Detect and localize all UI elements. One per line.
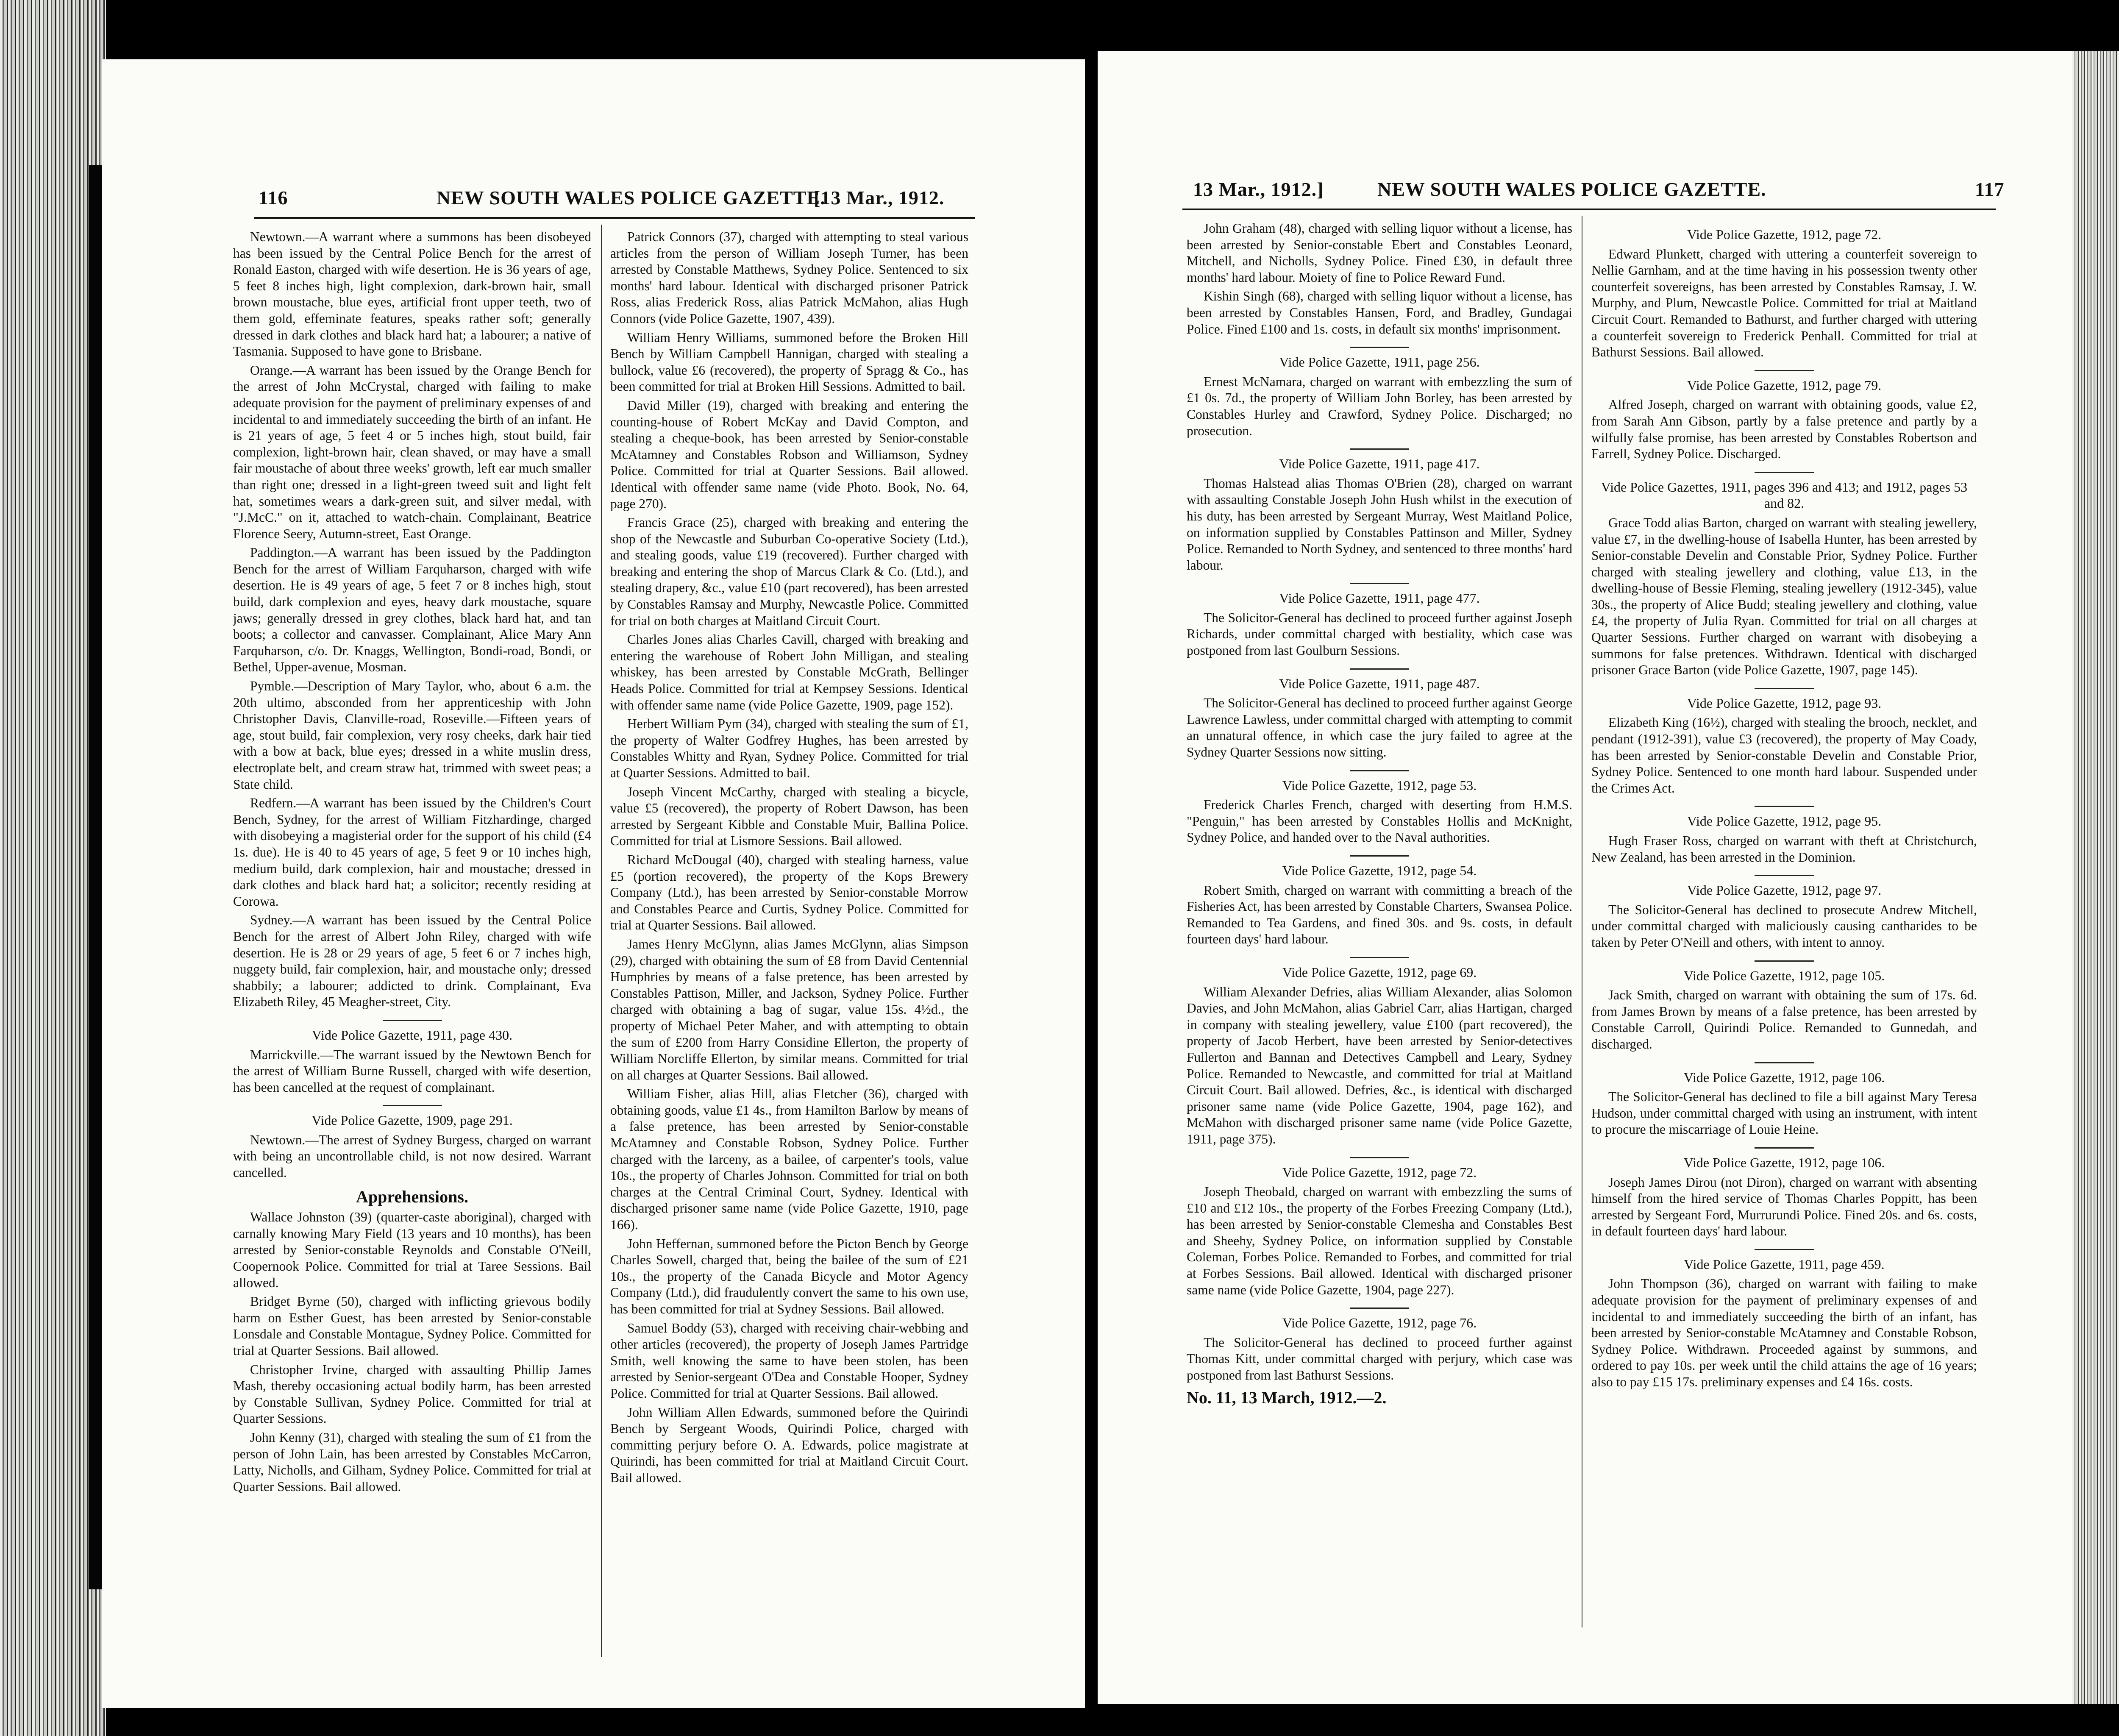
column-left-1 (233, 229, 591, 1497)
notice-paragraph: Richard McDougal (40), charged with stealing harness, value £5 (portion recovered), the property of the Kops Brewery Company (Ltd.), has been arrested by Senior-constable Morrow and Constables Pearce and Curtis, Sydney Police. Committed for trial at Quarter Sessions. Bail allowed. (610, 852, 968, 933)
issue-number: No. 11, 13 March, 1912.—2. (1187, 1388, 1387, 1407)
gazette-reference: Vide Police Gazette, 1912, page 76. (1282, 1315, 1477, 1331)
section-rule (1350, 957, 1409, 958)
notice-paragraph: Grace Todd alias Barton, charged on warrant with stealing jewellery, value £7, in the dwelling-house of Isabella Hunter, has been arrested by Senior-constable Develin and Constable Prior, Sydney Police. Further charged with stealing jewellery and clothing, value £13, in the dwelling-house of Bessie Fleming, stealing jewellery (1912-345), value 30s., the property of Alice Budd; stealing jewellery and clothing, value £4, the property of Julia Ryan. Committed for trial on all charges at Quarter Sessions. Further charged on warrant with disobeying a summons for false pretences. Withdrawn. Identical with discharged prisoner Grace Barton (vide Police Gazette, 1907, page 145). (1591, 515, 1977, 678)
notice-paragraph: Jack Smith, charged on warrant with obtaining the sum of 17s. 6d. from James Brown by means of a false pretence, has been arrested by Constable Carroll, Quirindi Police. Remanded to Gunnedah, and discharged. (1591, 988, 1977, 1052)
section-rule (1350, 347, 1409, 348)
column-right-1 (1187, 220, 1572, 1408)
section-heading: Apprehensions. (356, 1187, 468, 1206)
notice-paragraph: David Miller (19), charged with breaking and entering the counting-house of Robert McKay and David Compton, and stealing a cheque-book, has been arrested by Senior-constable McAtamney and Constables Robson and Williamson, Sydney Police. Committed for trial at Quarter Sessions. Bail allowed. Identical with offender same name (vide Photo. Book, No. 64, page 270). (610, 398, 968, 511)
notice-paragraph: John Thompson (36), charged on warrant with failing to make adequate provision for the payment of preliminary expenses of and incidental to and immediately succeeding the birth of an infant, has been arrested by Senior-constable McAtamney and Constable Robson, Sydney Police. Withdrawn. Proceeded against by summons, and ordered to pay 10s. per week until the child attains the age of 16 years; also to pay £15 17s. preliminary expenses and £4 16s. costs. (1591, 1276, 1977, 1390)
section-rule (1755, 875, 1814, 876)
notice-paragraph: The Solicitor-General has declined to proceed further against Thomas Kitt, under committal charged with perjury, which case was postponed from last Bathurst Sessions. (1187, 1335, 1572, 1383)
column-divider (601, 225, 602, 1657)
section-rule (1350, 668, 1409, 670)
notice-paragraph: Thomas Halstead alias Thomas O'Brien (28), charged on warrant with assaulting Constable Joseph John Hush whilst in the execution of his duty, has been arrested by Sergeant Murray, West Maitland Police, on information supplied by Constables Pattinson and Miller, Sydney Police. Remanded to North Sydney, and sentenced to three months' hard labour. (1187, 476, 1572, 573)
section-rule (1755, 806, 1814, 807)
notice-paragraph: Kishin Singh (68), charged with selling liquor without a license, has been arrested by Constables Hansen, Ford, and Bradley, Gundagai Police. Fined £100 and 1s. costs, in default six months' imprisonment. (1187, 289, 1572, 337)
page-number: 117 (1975, 178, 2005, 200)
gazette-reference: Vide Police Gazette, 1912, page 105. (1683, 968, 1885, 983)
notice-paragraph: Marrickville.—The warrant issued by the Newtown Bench for the arrest of William Burne Russell, charged with wife desertion, has been cancelled at the request of complainant. (233, 1047, 591, 1095)
section-rule (1755, 960, 1814, 962)
notice-paragraph: Robert Smith, charged on warrant with committing a breach of the Fisheries Act, has been arrested by Constable Charters, Swansea Police. Remanded to Tea Gardens, and fined 30s. and 9s. costs, in default fourteen days' hard labour. (1187, 882, 1572, 947)
notice-paragraph: Hugh Fraser Ross, charged on warrant with theft at Christchurch, New Zealand, has been arrested in the Dominion. (1591, 833, 1977, 865)
gazette-reference: Vide Police Gazette, 1912, page 95. (1687, 813, 1882, 829)
notice-paragraph: John Kenny (31), charged with stealing the sum of £1 from the person of John Lain, has been arrested by Constables McCarron, Latty, Nicholls, and Gilham, Sydney Police. Committed for trial at Quarter Sessions. Bail allowed. (233, 1430, 591, 1494)
gazette-reference: Vide Police Gazette, 1911, page 459. (1684, 1256, 1885, 1272)
section-rule (1350, 583, 1409, 584)
notice-paragraph: Orange.—A warrant has been issued by the Orange Bench for the arrest of John McCrystal, charged with failing to make adequate provision for the payment of preliminary expenses of and incidental to and immediately succeeding the birth of an infant. He is 21 years of age, 5 feet 4 or 5 inches high, stout build, fair complexion, light-brown hair, clean shaved, or may have a small fair moustache of about three weeks' growth, left ear much smaller than right one; dressed in a light-green tweed suit and light felt hat, sometimes wears a dark-green suit, and silver medal, with "J.McC." on it, attached to watch-chain. Complainant, Beatrice Florence Seery, Autumn-street, East Orange. (233, 362, 591, 541)
notice-paragraph: Redfern.—A warrant has been issued by the Children's Court Bench, Sydney, for the arrest of William Fitzhardinge, charged with disobeying a magisterial order for the support of his child (£4 1s. due). He is 40 to 45 years of age, 5 feet 9 or 10 inches high, medium build, dark complexion, hair and moustache; dressed in dark clothes and black hard hat; a solicitor; recently residing at Corowa. (233, 796, 591, 909)
notice-paragraph: William Henry Williams, summoned before the Broken Hill Bench by William Campbell Hannigan, charged with stealing a bullock, value £6 (recovered), the property of Spragg & Co., has been committed for trial at Broken Hill Sessions. Admitted to bail. (610, 330, 968, 394)
gazette-reference: Vide Police Gazette, 1912, page 106. (1683, 1069, 1885, 1085)
gazette-reference: Vide Police Gazette, 1912, page 97. (1687, 882, 1882, 898)
right-page-edges (2072, 51, 2119, 1704)
notice-paragraph: Christopher Irvine, charged with assaulting Phillip James Mash, thereby occasioning actual bodily harm, has been arrested by Constable Sullivan, Sydney Police. Committed for trial at Quarter Sessions. (233, 1362, 591, 1426)
section-rule (1755, 1062, 1814, 1063)
right-page (1098, 51, 2072, 1704)
notice-paragraph: John Graham (48), charged with selling liquor without a license, has been arrested by Senior-constable Ebert and Constables Leonard, Mitchell, and Nicholls, Sydney Police. Fined £30, in default three months' hard labour. Moiety of fine to Police Reward Fund. (1187, 221, 1572, 285)
gazette-title: NEW SOUTH WALES POLICE GAZETTE. (1377, 178, 1766, 200)
notice-paragraph: Samuel Boddy (53), charged with receiving chair-webbing and other articles (recovered), the property of Joseph James Partridge Smith, well knowing the same to have been stolen, has been arrested by Senior-sergeant O'Dea and Constable Hooper, Sydney Police. Committed for trial at Quarter Sessions. Bail allowed. (610, 1320, 968, 1401)
notice-paragraph: William Alexander Defries, alias William Alexander, alias Solomon Davies, and John McMahon, alias Gabriel Carr, alias Hartigan, charged in company with stealing jewellery, value £100 (part recovered), the property of Jacob Herbert, have been arrested by Senior-detectives Fullerton and Bannan and Detectives Campbell and Leary, Sydney Police. Remanded to Newcastle, and committed for trial at Maitland Circuit Court. Bail allowed. Defries, &c., is identical with discharged prisoner same name (vide Police Gazette, 1904, page 162), and McMahon with discharged prisoner same name (vide Police Gazette, 1911, page 375). (1187, 984, 1572, 1146)
notice-paragraph: The Solicitor-General has declined to proceed further against Joseph Richards, under committal charged with bestiality, which case was postponed from last Goulburn Sessions. (1187, 610, 1572, 658)
gazette-reference: Vide Police Gazette, 1911, page 477. (1279, 590, 1480, 606)
column-left-2 (610, 229, 968, 1489)
notice-paragraph: Joseph James Dirou (not Diron), charged on warrant with absenting himself from the hired service of Thomas Charles Poppitt, has been arrested by Sergeant Ford, Murrurundi Police. Fined 20s. and 6s. costs, in default fourteen days' hard labour. (1591, 1174, 1977, 1239)
notice-paragraph: Herbert William Pym (34), charged with stealing the sum of £1, the property of Walter Godfrey Hughes, has been arrested by Constables Whitty and Ryan, Sydney Police. Committed for trial at Quarter Sessions. Admitted to bail. (610, 716, 968, 780)
notice-paragraph: Paddington.—A warrant has been issued by the Paddington Bench for the arrest of William Farquharson, charged with wife desertion. He is 49 years of age, 5 feet 7 or 8 inches high, stout build, dark complexion and eyes, heavy dark moustache, square jaws; generally dressed in grey clothes, black hard hat, and tan boots; a collector and canvasser. Complainant, Alice Mary Ann Farquharson, c/o. Dr. Knaggs, Wellington, Bondi-road, Bondi, or Bethel, Upper-avenue, Mosman. (233, 545, 591, 675)
section-rule (383, 1105, 442, 1106)
gazette-reference: Vide Police Gazette, 1911, page 487. (1279, 676, 1480, 691)
notice-paragraph: Newtown.—A warrant where a summons has been disobeyed has been issued by the Central Police Bench for the arrest of Ronald Easton, charged with wife desertion. He is 36 years of age, 5 feet 8 inches high, light complexion, dark-brown hair, small brown moustache, blue eyes, artificial front upper teeth, two of them gold, effeminate features, speaks rather soft; generally dressed in dark clothes and black hard hat; a labourer; a native of Tasmania. Supposed to have gone to Brisbane. (233, 229, 591, 359)
section-rule (1350, 855, 1409, 857)
gazette-reference: Vide Police Gazette, 1911, page 417. (1279, 456, 1480, 472)
gazette-reference: Vide Police Gazette, 1912, page 106. (1683, 1155, 1885, 1170)
gazette-reference: Vide Police Gazette, 1912, page 93. (1687, 695, 1882, 711)
gazette-reference: Vide Police Gazette, 1912, page 72. (1282, 1164, 1477, 1180)
notice-paragraph: John Heffernan, summoned before the Picton Bench by George Charles Sowell, charged that, being the bailee of the sum of £21 10s., the property of the Canada Bicycle and Motor Agency Company (Ltd.), did fraudulently convert the same to his own use, has been committed for trial at Sydney Sessions. Bail allowed. (610, 1236, 968, 1316)
section-rule (1350, 770, 1409, 771)
notice-paragraph: Edward Plunkett, charged with uttering a counterfeit sovereign to Nellie Garnham, and at the time having in his possession twenty other counterfeit sovereigns, has been arrested by Constables Ramsay, J. W. Murphy, and Plum, Newcastle Police. Committed for trial at Maitland Circuit Court. Remanded to Bathurst, and further charged with uttering a counterfeit sovereign to Frederick Penhall. Committed for trial at Bathurst Sessions. Bail allowed. (1591, 246, 1977, 360)
notice-paragraph: Newtown.—The arrest of Sydney Burgess, charged on warrant with being an uncontrollable child, is not now desired. Warrant cancelled. (233, 1132, 591, 1180)
notice-paragraph: Frederick Charles French, charged with deserting from H.M.S. "Penguin," has been arrested by Constables Hollis and McKnight, Sydney Police, and handed over to the Naval authorities. (1187, 797, 1572, 845)
notice-paragraph: William Fisher, alias Hill, alias Fletcher (36), charged with obtaining goods, value £1 4s., from Hamilton Barlow by means of a false pretence, has been arrested by Senior-constable McAtamney and Constable Robson, Sydney Police. Further charged with the larceny, as a bailee, of carpenter's tools, value 10s., the property of Charles Johnson. Committed for trial on both charges at the Central Criminal Court, Sydney. Identical with discharged prisoner same name (vide Police Gazette, 1910, page 166). (610, 1086, 968, 1232)
header-rule (1182, 209, 1996, 210)
notice-paragraph: Pymble.—Description of Mary Taylor, who, about 6 a.m. the 20th ultimo, absconded from her apprenticeship with John Christopher Davis, Clanville-road, Roseville.—Fifteen years of age, stout build, fair complexion, very rosy cheeks, dark hair tied with a bow at back, blue eyes; dressed in a white muslin dress, electroplate belt, and cream straw hat, trimmed with sweet peas; a State child. (233, 679, 591, 792)
gazette-title: NEW SOUTH WALES POLICE GAZETTE. (437, 187, 826, 209)
section-rule (1350, 1308, 1409, 1309)
section-rule (1350, 448, 1409, 450)
notice-paragraph: Charles Jones alias Charles Cavill, charged with breaking and entering the warehouse of Robert John Milligan, and stealing whiskey, has been arrested by Constable McGrath, Bellinger Heads Police. Committed for trial at Kempsey Sessions. Identical with offender same name (vide Police Gazette, 1909, page 152). (610, 632, 968, 712)
notice-paragraph: The Solicitor-General has declined to file a bill against Mary Teresa Hudson, under committal charged with using an instrument, with intent to procure the miscarriage of Louie Heine. (1591, 1089, 1977, 1137)
gazette-reference: Vide Police Gazettes, 1911, pages 396 and 413; and 1912, pages 53 and 82. (1601, 479, 1968, 511)
section-rule (1350, 1157, 1409, 1158)
issue-date: [13 Mar., 1912. (814, 187, 945, 209)
gazette-reference: Vide Police Gazette, 1909, page 291. (311, 1113, 513, 1128)
notice-paragraph: Patrick Connors (37), charged with attempting to steal various articles from the person of William Joseph Turner, has been arrested by Constable Matthews, Sydney Police. Sentenced to six months' hard labour. Identical with discharged prisoner Patrick Ross, alias Frederick Ross, alias Patrick McMahon, alias Hugh Connors (vide Police Gazette, 1907, 439). (610, 229, 968, 326)
gazette-reference: Vide Police Gazette, 1911, page 256. (1279, 354, 1480, 370)
notice-paragraph: Wallace Johnston (39) (quarter-caste aboriginal), charged with carnally knowing Mary Field (13 years and 10 months), has been arrested by Senior-constable Reynolds and Constable O'Neill, Coopernook Police. Committed for trial at Taree Sessions. Bail allowed. (233, 1210, 591, 1290)
section-rule (383, 1020, 442, 1021)
section-rule (1755, 1249, 1814, 1250)
gazette-reference: Vide Police Gazette, 1912, page 53. (1282, 777, 1477, 793)
column-right-2 (1591, 220, 1977, 1393)
header-rule (254, 217, 975, 219)
notice-paragraph: Sydney.—A warrant has been issued by the Central Police Bench for the arrest of Albert John Riley, charged with wife desertion. He is 28 or 29 years of age, 5 feet 6 or 7 inches high, nuggety build, fair complexion, hair, and moustache only; dressed shabbily; a labourer; addicted to drink. Complainant, Eva Elizabeth Riley, 45 Meagher-street, City. (233, 913, 591, 1010)
notice-paragraph: The Solicitor-General has declined to prosecute Andrew Mitchell, under committal charged with maliciously causing cantharides to be taken by Peter O'Neill and others, with intent to annoy. (1591, 902, 1977, 950)
section-rule (1755, 1147, 1814, 1149)
section-rule (1755, 688, 1814, 689)
notice-paragraph: Alfred Joseph, charged on warrant with obtaining goods, value £2, from Sarah Ann Gibson, partly by a false pretence and partly by a wilfully false promise, has been arrested by Constables Robertson and Farrell, Sydney Police. Discharged. (1591, 397, 1977, 462)
gazette-reference: Vide Police Gazette, 1912, page 69. (1282, 964, 1477, 980)
notice-paragraph: Elizabeth King (16½), charged with stealing the brooch, necklet, and pendant (1912-391), value £3 (recovered), the property of May Coady, has been arrested by Senior-constable Develin and Constable Prior, Sydney Police. Sentenced to one month hard labour. Suspended under the Crimes Act. (1591, 715, 1977, 796)
notice-paragraph: John William Allen Edwards, summoned before the Quirindi Bench by Sergeant Woods, Quirindi Police, charged with committing perjury before O. A. Edwards, police magistrate at Quirindi, has been committed for trial at Maitland Circuit Court. Bail allowed. (610, 1405, 968, 1485)
gazette-reference: Vide Police Gazette, 1912, page 72. (1687, 227, 1882, 242)
issue-date: 13 Mar., 1912.] (1193, 178, 1324, 200)
page-number: 116 (259, 187, 288, 209)
gazette-reference: Vide Police Gazette, 1912, page 54. (1282, 863, 1477, 878)
notice-paragraph: Bridget Byrne (50), charged with inflicting grievous bodily harm on Esther Guest, has been arrested by Senior-constable Lonsdale and Constable Montague, Sydney Police. Committed for trial at Quarter Sessions. Bail allowed. (233, 1294, 591, 1358)
section-rule (1755, 472, 1814, 473)
notice-paragraph: Joseph Theobald, charged on warrant with embezzling the sums of £10 and £12 10s., the property of the Forbes Freezing Company (Ltd.), has been arrested by Senior-constable Clemesha and Constables Best and Sheehy, Sydney Police, on information supplied by Constable Coleman, Forbes Police. Remanded to Forbes, and committed for trial at Forbes Sessions. Bail allowed. Identical with discharged prisoner same name (vide Police Gazette, 1904, page 227). (1187, 1184, 1572, 1297)
left-page (102, 59, 1085, 1708)
gazette-reference: Vide Police Gazette, 1912, page 79. (1687, 377, 1882, 393)
notice-paragraph: James Henry McGlynn, alias James McGlynn, alias Simpson (29), charged with obtaining the sum of £8 from David Centennial Humphries by means of a false pretence, has been arrested by Constables Pattison, Miller, and Jackson, Sydney Police. Further charged with obtaining a bag of sugar, value 15s. 4½d., the property of Michael Peter Maher, and with attempting to obtain the sum of £200 from Harry Considine Ellerton, the property of William Norcliffe Ellerton, by similar means. Committed for trial on all charges at Quarter Sessions. Bail allowed. (610, 936, 968, 1082)
notice-paragraph: The Solicitor-General has declined to proceed further against George Lawrence Lawless, under committal charged with attempting to commit an unnatural offence, in which case the jury failed to agree at the Sydney Quarter Sessions now sitting. (1187, 696, 1572, 760)
notice-paragraph: Joseph Vincent McCarthy, charged with stealing a bicycle, value £5 (recovered), the property of Robert Dawson, has been arrested by Sergeant Kibble and Constable Muir, Ballina Police. Committed for trial at Lismore Sessions. Bail allowed. (610, 784, 968, 849)
section-rule (1755, 370, 1814, 371)
gazette-reference: Vide Police Gazette, 1911, page 430. (311, 1027, 513, 1043)
notice-paragraph: Ernest McNamara, charged on warrant with embezzling the sum of £1 0s. 7d., the property of William John Borley, has been arrested by Constables Hurley and Crawford, Sydney Police. Discharged; no prosecution. (1187, 374, 1572, 438)
notice-paragraph: Francis Grace (25), charged with breaking and entering the shop of the Newcastle and Suburban Co-operative Society (Ltd.), and stealing goods, value £19 (recovered). Further charged with breaking and entering the shop of Marcus Clark & Co. (Ltd.), and stealing drapery, &c., value £10 (part recovered), has been arrested by Constables Ramsay and Murphy, Newcastle Police. Committed for trial on both charges at Maitland Circuit Court. (610, 515, 968, 628)
